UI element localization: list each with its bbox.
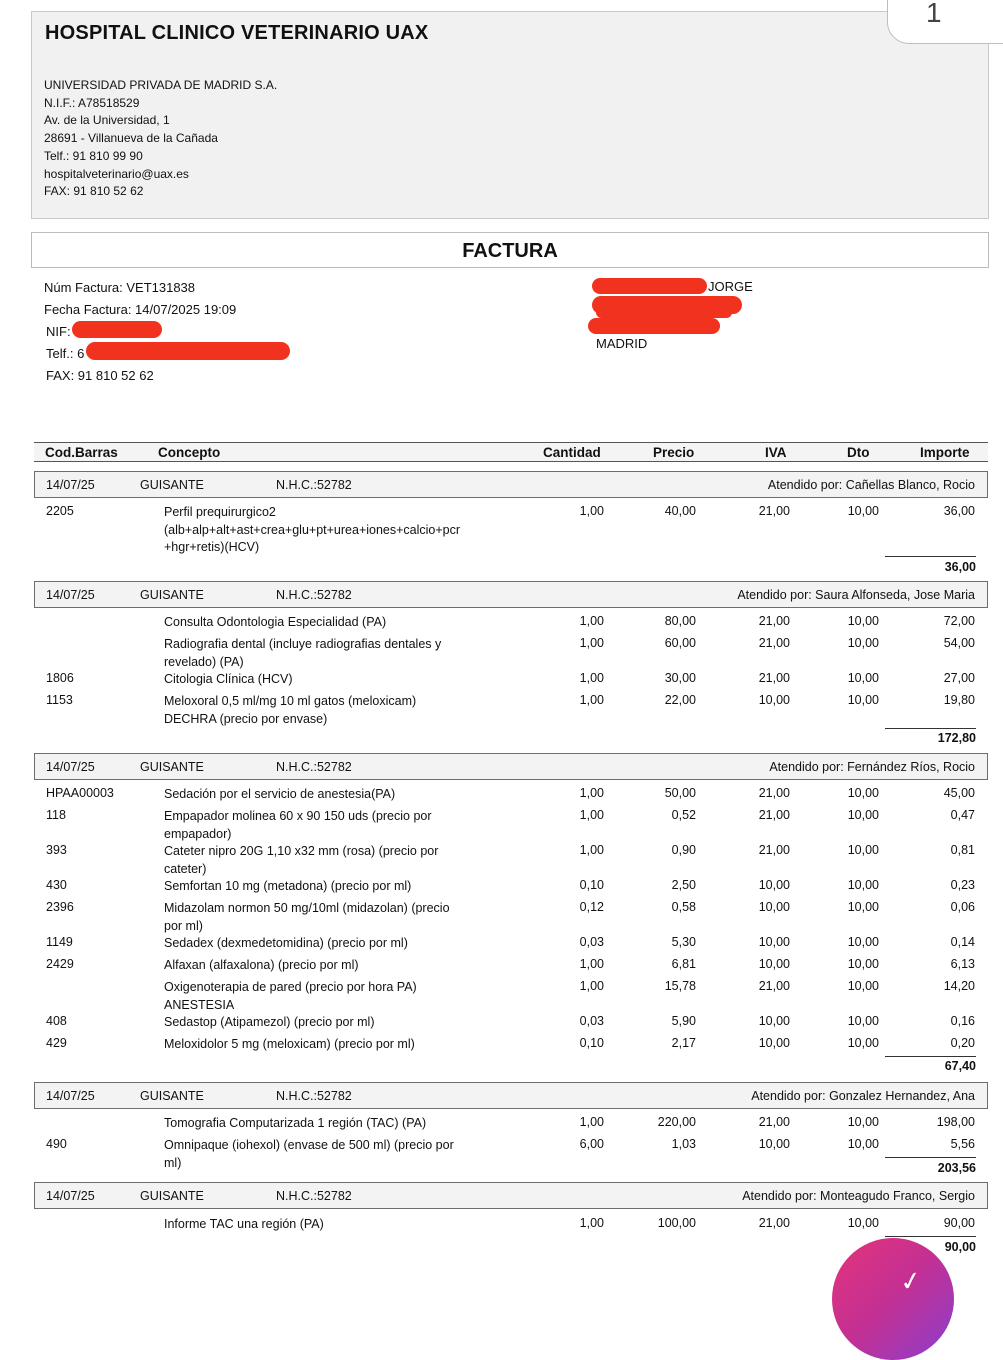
item-discount: 10,00	[847, 1115, 879, 1129]
item-iva: 21,00	[758, 808, 790, 822]
group-subtotal: 90,00	[944, 1240, 976, 1254]
item-quantity: 1,00	[579, 979, 604, 993]
group-pet-name: GUISANTE	[140, 478, 204, 492]
item-concept: Omnipaque (iohexol) (envase de 500 ml) (precio por ml)	[164, 1138, 454, 1170]
item-price: 50,00	[664, 786, 696, 800]
item-amount: 19,80	[943, 693, 975, 707]
item-concept: Tomografia Computarizada 1 región (TAC) (PA)	[164, 1116, 427, 1130]
item-concept: Radiografia dental (incluye radiografias dentales y revelado) (PA)	[164, 637, 442, 669]
item-discount: 10,00	[847, 614, 879, 628]
item-discount: 10,00	[847, 693, 879, 707]
item-code: 490	[46, 1137, 67, 1151]
group-date: 14/07/25	[46, 760, 95, 774]
item-discount: 10,00	[847, 843, 879, 857]
group-nhc: N.H.C.:52782	[276, 1189, 352, 1203]
item-amount: 0,47	[950, 808, 975, 822]
item-amount: 0,06	[950, 900, 975, 914]
hospital-header	[31, 11, 989, 219]
group-nhc: N.H.C.:52782	[276, 1089, 352, 1103]
item-discount: 10,00	[847, 957, 879, 971]
item-quantity: 1,00	[579, 843, 604, 857]
group-date: 14/07/25	[46, 478, 95, 492]
item-concept: Meloxoral 0,5 ml/mg 10 ml gatos (meloxicam) DECHRA (precio por envase)	[164, 694, 417, 726]
item-discount: 10,00	[847, 1014, 879, 1028]
subtotal-rule	[885, 556, 976, 557]
floating-action-button[interactable]	[832, 1238, 954, 1360]
item-price: 1,03	[671, 1137, 696, 1151]
item-concept: Informe TAC una región (PA)	[164, 1217, 324, 1231]
item-concept: Sedastop (Atipamezol) (precio por ml)	[164, 1015, 375, 1029]
item-discount: 10,00	[847, 808, 879, 822]
company-name: UNIVERSIDAD PRIVADA DE MADRID S.A.	[44, 78, 278, 92]
col-precio: Precio	[653, 445, 695, 460]
check-icon: ✓	[897, 1264, 925, 1298]
group-nhc: N.H.C.:52782	[276, 760, 352, 774]
item-quantity: 1,00	[579, 636, 604, 650]
company-email: hospitalveterinario@uax.es	[44, 166, 189, 181]
hospital-details	[44, 77, 277, 201]
item-iva: 21,00	[758, 1216, 790, 1230]
group-pet-name: GUISANTE	[140, 1189, 204, 1203]
item-discount: 10,00	[847, 1036, 879, 1050]
item-amount: 198,00	[936, 1115, 975, 1129]
item-price: 5,30	[671, 935, 696, 949]
item-code: 2205	[46, 504, 74, 518]
item-discount: 10,00	[847, 935, 879, 949]
item-code: HPAA00003	[46, 786, 114, 800]
group-date: 14/07/25	[46, 1089, 95, 1103]
group-header	[34, 1182, 988, 1209]
item-price: 6,81	[671, 957, 696, 971]
company-nif: N.I.F.: A78518529	[44, 95, 140, 110]
col-dto: Dto	[847, 445, 870, 460]
col-iva: IVA	[765, 445, 787, 460]
redaction-mark	[72, 321, 162, 338]
item-concept: Oxigenoterapia de pared (precio por hora PA) ANESTESIA	[164, 980, 417, 1012]
item-code: 2429	[46, 957, 74, 971]
item-code: 2396	[46, 900, 74, 914]
item-concept: Citologia Clínica (HCV)	[164, 672, 293, 686]
page-number-tab[interactable]	[887, 0, 1003, 44]
company-address: Av. de la Universidad, 1	[44, 113, 170, 128]
item-concept: Empapador molinea 60 x 90 150 uds (precio por empapador)	[164, 809, 432, 841]
item-price: 22,00	[664, 693, 696, 707]
item-amount: 72,00	[943, 614, 975, 628]
item-quantity: 1,00	[579, 693, 604, 707]
item-code: 1149	[46, 935, 73, 949]
item-iva: 10,00	[758, 900, 790, 914]
item-concept: Perfil prequirurgico2 (alb+alp+alt+ast+crea+glu+pt+urea+iones+calcio+pcr +hgr+retis)(HCV)	[164, 505, 461, 554]
group-attended-by: Atendido por: Monteagudo Franco, Sergio	[742, 1189, 975, 1203]
item-discount: 10,00	[847, 786, 879, 800]
item-quantity: 0,03	[579, 935, 604, 949]
subtotal-rule	[885, 1236, 976, 1237]
item-price: 2,50	[671, 878, 696, 892]
company-fax: FAX: 91 810 52 62	[44, 184, 144, 199]
item-price: 0,90	[671, 843, 696, 857]
item-iva: 10,00	[758, 935, 790, 949]
group-subtotal: 203,56	[937, 1161, 976, 1175]
client-name: JORGE	[708, 279, 753, 294]
item-amount: 5,56	[950, 1137, 975, 1151]
item-iva: 10,00	[758, 957, 790, 971]
item-price: 220,00	[657, 1115, 696, 1129]
item-amount: 90,00	[943, 1216, 975, 1230]
table-header	[34, 442, 988, 462]
group-nhc: N.H.C.:52782	[276, 478, 352, 492]
redaction-mark	[588, 318, 720, 334]
col-cod-barras: Cod.Barras	[45, 445, 118, 460]
redaction-mark	[596, 307, 732, 318]
col-importe: Importe	[920, 445, 970, 460]
item-iva: 10,00	[758, 1137, 790, 1151]
item-concept: Meloxidolor 5 mg (meloxicam) (precio por ml)	[164, 1037, 415, 1051]
col-cantidad: Cantidad	[543, 445, 601, 460]
redaction-mark	[592, 278, 707, 294]
item-quantity: 0,03	[579, 1014, 604, 1028]
item-iva: 10,00	[758, 1036, 790, 1050]
item-quantity: 1,00	[579, 1115, 604, 1129]
item-discount: 10,00	[847, 1137, 879, 1151]
group-header	[34, 581, 988, 608]
group-date: 14/07/25	[46, 588, 95, 602]
item-quantity: 1,00	[579, 614, 604, 628]
client-phone: Telf.: 6	[46, 346, 85, 361]
client-nif: NIF:	[46, 324, 71, 339]
group-date: 14/07/25	[46, 1189, 95, 1203]
item-discount: 10,00	[847, 504, 879, 518]
group-header	[34, 753, 988, 780]
item-amount: 6,13	[950, 957, 975, 971]
item-price: 60,00	[664, 636, 696, 650]
group-subtotal: 67,40	[944, 1059, 976, 1073]
item-concept: Midazolam normon 50 mg/10ml (midazolan) (precio por ml)	[164, 901, 450, 933]
item-iva: 10,00	[758, 878, 790, 892]
company-city: 28691 - Villanueva de la Cañada	[44, 131, 218, 146]
group-subtotal: 36,00	[944, 560, 976, 574]
item-quantity: 1,00	[579, 808, 604, 822]
item-iva: 10,00	[758, 693, 790, 707]
group-attended-by: Atendido por: Cañellas Blanco, Rocio	[767, 478, 975, 492]
item-discount: 10,00	[847, 671, 879, 685]
redaction-mark	[86, 342, 290, 360]
invoice-fax: FAX: 91 810 52 62	[46, 368, 154, 383]
item-quantity: 0,10	[579, 1036, 604, 1050]
client-city: MADRID	[596, 336, 648, 351]
item-amount: 0,23	[950, 878, 975, 892]
item-amount: 0,81	[950, 843, 975, 857]
item-price: 0,52	[671, 808, 696, 822]
hospital-name: HOSPITAL CLINICO VETERINARIO UAX	[45, 22, 429, 44]
item-quantity: 1,00	[579, 1216, 604, 1230]
group-subtotal: 172,80	[937, 731, 976, 745]
item-quantity: 1,00	[579, 504, 604, 518]
item-concept: Semfortan 10 mg (metadona) (precio por ml)	[164, 879, 412, 893]
item-iva: 21,00	[758, 671, 790, 685]
item-amount: 0,16	[950, 1014, 975, 1028]
item-discount: 10,00	[847, 636, 879, 650]
group-pet-name: GUISANTE	[140, 588, 204, 602]
item-concept: Consulta Odontologia Especialidad (PA)	[164, 615, 387, 629]
item-price: 80,00	[664, 614, 696, 628]
company-phone: Telf.: 91 810 99 90	[44, 148, 143, 163]
invoice-number: Núm Factura: VET131838	[44, 280, 196, 295]
item-iva: 10,00	[758, 1014, 790, 1028]
item-price: 15,78	[664, 979, 696, 993]
item-concept: Alfaxan (alfaxalona) (precio por ml)	[164, 958, 359, 972]
item-price: 0,58	[671, 900, 696, 914]
document-title-box	[31, 232, 989, 268]
item-amount: 36,00	[943, 504, 975, 518]
item-amount: 14,20	[943, 979, 975, 993]
invoice-date: Fecha Factura: 14/07/2025 19:09	[44, 302, 237, 317]
item-code: 429	[46, 1036, 67, 1050]
item-price: 5,90	[671, 1014, 696, 1028]
item-code: 408	[46, 1014, 67, 1028]
item-amount: 54,00	[943, 636, 975, 650]
item-quantity: 1,00	[579, 957, 604, 971]
item-iva: 21,00	[758, 614, 790, 628]
item-price: 2,17	[671, 1036, 696, 1050]
item-price: 100,00	[657, 1216, 696, 1230]
item-discount: 10,00	[847, 878, 879, 892]
document-title: FACTURA	[462, 240, 558, 262]
item-code: 430	[46, 878, 67, 892]
item-code: 393	[46, 843, 67, 857]
col-concepto: Concepto	[158, 445, 221, 460]
subtotal-rule	[885, 1157, 976, 1158]
item-code: 118	[46, 808, 66, 822]
group-nhc: N.H.C.:52782	[276, 588, 352, 602]
item-discount: 10,00	[847, 979, 879, 993]
item-amount: 27,00	[943, 671, 975, 685]
item-iva: 21,00	[758, 979, 790, 993]
item-code: 1806	[46, 671, 74, 685]
group-header	[34, 471, 988, 498]
item-price: 40,00	[664, 504, 696, 518]
subtotal-rule	[885, 1056, 976, 1057]
item-quantity: 6,00	[579, 1137, 604, 1151]
group-pet-name: GUISANTE	[140, 760, 204, 774]
item-iva: 21,00	[758, 504, 790, 518]
item-discount: 10,00	[847, 900, 879, 914]
page-number: 1	[926, 0, 942, 28]
group-pet-name: GUISANTE	[140, 1089, 204, 1103]
item-discount: 10,00	[847, 1216, 879, 1230]
item-iva: 21,00	[758, 1115, 790, 1129]
item-quantity: 1,00	[579, 671, 604, 685]
item-amount: 0,20	[950, 1036, 975, 1050]
item-concept: Sedadex (dexmedetomidina) (precio por ml)	[164, 936, 408, 950]
item-quantity: 1,00	[579, 786, 604, 800]
item-price: 30,00	[664, 671, 696, 685]
item-quantity: 0,12	[579, 900, 604, 914]
group-attended-by: Atendido por: Gonzalez Hernandez, Ana	[751, 1089, 975, 1103]
item-concept: Cateter nipro 20G 1,10 x32 mm (rosa) (precio por cateter)	[164, 844, 439, 876]
group-attended-by: Atendido por: Saura Alfonseda, Jose Maria	[737, 588, 975, 602]
group-header	[34, 1082, 988, 1109]
item-concept: Sedación por el servicio de anestesia(PA)	[164, 787, 396, 801]
item-code: 1153	[46, 693, 73, 707]
item-iva: 21,00	[758, 636, 790, 650]
group-attended-by: Atendido por: Fernández Ríos, Rocio	[769, 760, 975, 774]
item-amount: 45,00	[943, 786, 975, 800]
item-iva: 21,00	[758, 843, 790, 857]
item-amount: 0,14	[950, 935, 975, 949]
subtotal-rule	[885, 728, 976, 729]
item-quantity: 0,10	[579, 878, 604, 892]
item-iva: 21,00	[758, 786, 790, 800]
